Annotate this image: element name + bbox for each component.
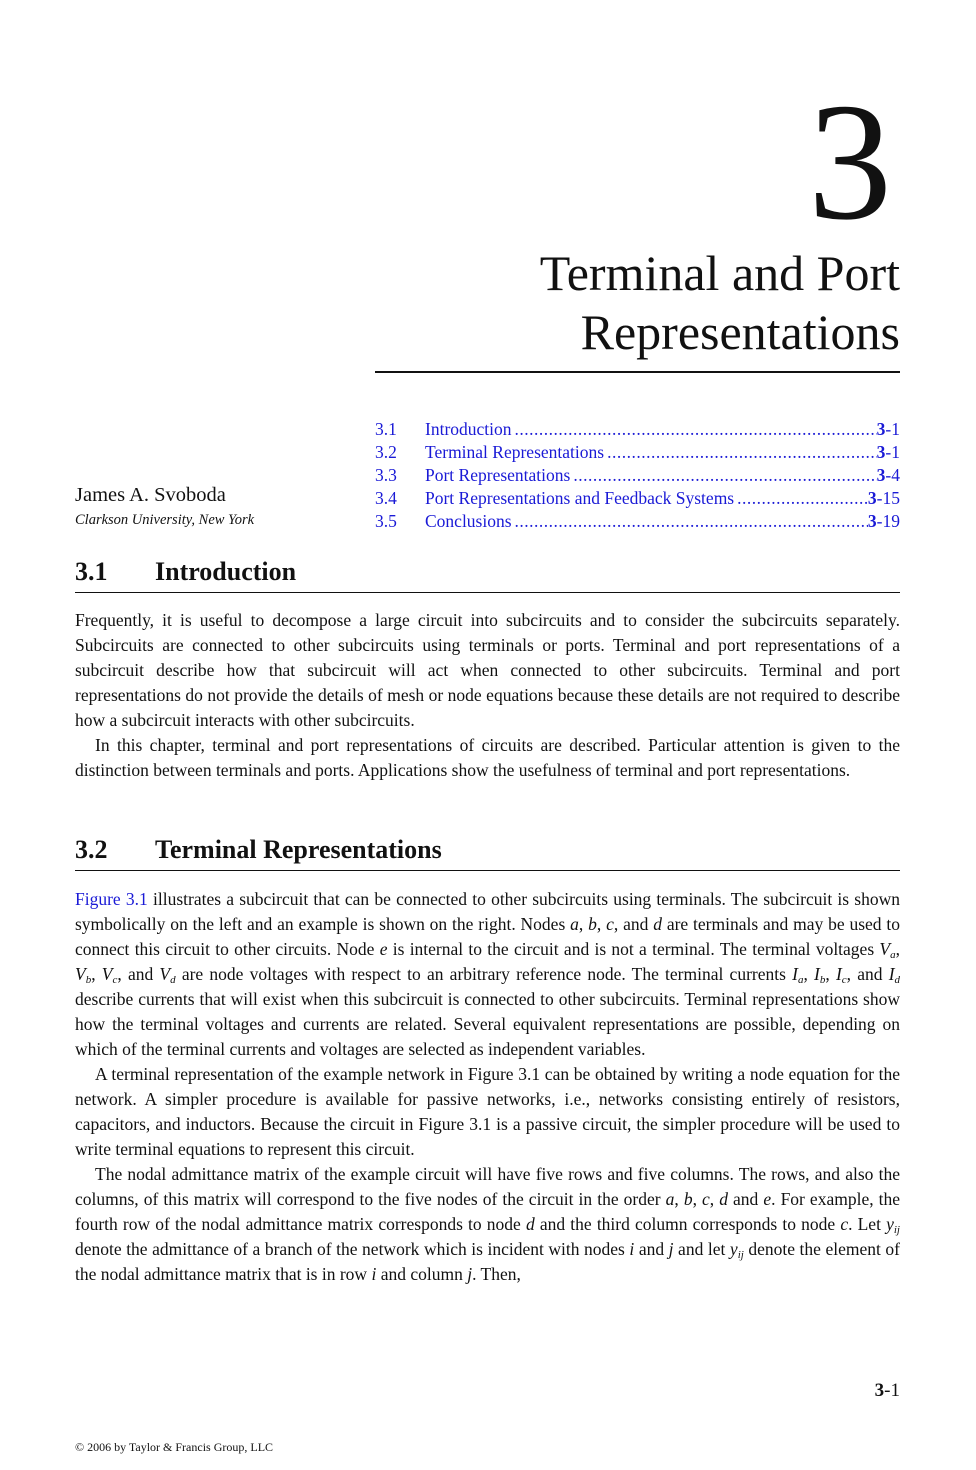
toc-item-number: 3.5: [375, 511, 397, 531]
toc-item-conclusions[interactable]: [375, 510, 900, 533]
toc-item-page: 3-19: [867, 511, 900, 531]
section-heading-terminal-representations: [75, 835, 900, 871]
toc-leader-dots: [604, 441, 877, 464]
toc-item-introduction[interactable]: [375, 418, 900, 441]
paragraph: Frequently, it is useful to decompose a large circuit into subcircuits and to consider the subcircuits separately. Subcircuits are connected to other subcircuits using terminals or ports. Terminal and port representations of a subcircuit describe how that subcircuit will act when connected to other subcircuits. Terminal and port representations do not provide the details of mesh or node equations because these details are not required to describe how a subcircuit interacts with other subcircuits.: [75, 610, 900, 730]
toc-item-page: 3-4: [876, 465, 900, 485]
section-terminal-representations-body: [75, 887, 900, 1287]
paragraph: A terminal representation of the example network in Figure 3.1 can be obtained by writing a node equation for the network. A simpler procedure is available for passive networks, i.e., networks consisting entirely of resistors, capacitors, and inductors. Because the circuit in Figure 3.1 is a passive circuit, the simpler procedure will be used to write terminal equations to represent this circuit.: [75, 1064, 900, 1159]
section-title: Terminal Representations: [155, 835, 442, 864]
section-introduction-body: [75, 608, 900, 783]
chapter-title: [340, 244, 900, 362]
toc-leader-dots: [734, 487, 868, 510]
toc-item-title: Port Representations and Feedback Systems: [425, 488, 735, 508]
chapter-number: 3: [808, 69, 892, 255]
chapter-title-line1: Terminal and Port: [539, 245, 900, 301]
toc-item-number: 3.3: [375, 465, 397, 485]
toc-item-title: Port Representations: [425, 465, 571, 485]
toc-item-number: 3.4: [375, 488, 397, 508]
figure-link[interactable]: Figure 3.1: [75, 889, 148, 909]
toc-leader-dots: [512, 418, 877, 441]
toc-item-title: Conclusions: [425, 511, 512, 531]
section-number: 3.1: [75, 557, 108, 586]
author-affiliation: Clarkson University, New York: [75, 512, 255, 528]
toc-item-page: 3-1: [876, 442, 900, 462]
toc-item-terminal-representations[interactable]: [375, 441, 900, 464]
title-divider: [375, 371, 900, 373]
toc-item-title: Terminal Representations: [425, 442, 605, 462]
toc-item-page: 3-15: [867, 488, 900, 508]
toc-item-number: 3.1: [375, 419, 397, 439]
chapter-title-line2: Representations: [580, 304, 900, 360]
toc-item-number: 3.2: [375, 442, 397, 462]
toc-item-page: 3-1: [876, 419, 900, 439]
copyright-notice: © 2006 by Taylor & Francis Group, LLC: [75, 1440, 274, 1454]
table-of-contents: [375, 418, 900, 533]
toc-item-port-feedback-systems[interactable]: [375, 487, 900, 510]
author-name: James A. Svoboda: [75, 484, 226, 506]
paragraph: In this chapter, terminal and port representations of circuits are described. Particular attention is given to the distinction between terminals and ports. Applications show the usefulness of terminal and port representations.: [75, 735, 900, 780]
toc-leader-dots: [512, 510, 868, 533]
toc-item-title: Introduction: [425, 419, 512, 439]
section-title: Introduction: [155, 557, 297, 586]
page-number: 3-1: [874, 1380, 900, 1401]
section-number: 3.2: [75, 835, 108, 864]
paragraph: Figure 3.1 illustrates a subcircuit that can be connected to other subcircuits using terminals. The subcircuit is shown symbolically on the left and an example is shown on the right. Nodes a, b, c, and d are terminals and may be used to connect this circuit to other circuits. Node e is internal to the circuit and is not a terminal. The terminal voltages $V_a$, $V_b$, $V_c$, and $V_d$ are node voltages with respect to an arbitrary reference node. The terminal currents $I_a$, $I_b$, $I_c$, and $I_d$ describe currents that will exist when this subcircuit is connected to other subcircuits. Terminal representations show how the terminal voltages and currents are related. Several equivalent representations are possible, depending on which of the terminal currents and voltages are selected as independent variables.: [75, 889, 901, 1059]
toc-item-port-representations[interactable]: [375, 464, 900, 487]
paragraph: The nodal admittance matrix of the example circuit will have five rows and five columns. The rows, and also the columns, of this matrix will correspond to the five nodes of the circuit in the order a, b, c, d and e. For example, the fourth row of the nodal admittance matrix corresponds to node d and the third column corresponds to node c. Let $y_{ij}$ denote the admittance of a branch of the network which is incident with nodes i and j and let $y_{ij}$ denote the element of the nodal admittance matrix that is in row i and column j. Then,: [75, 1164, 901, 1284]
toc-leader-dots: [570, 464, 876, 487]
section-heading-introduction: [75, 557, 900, 593]
